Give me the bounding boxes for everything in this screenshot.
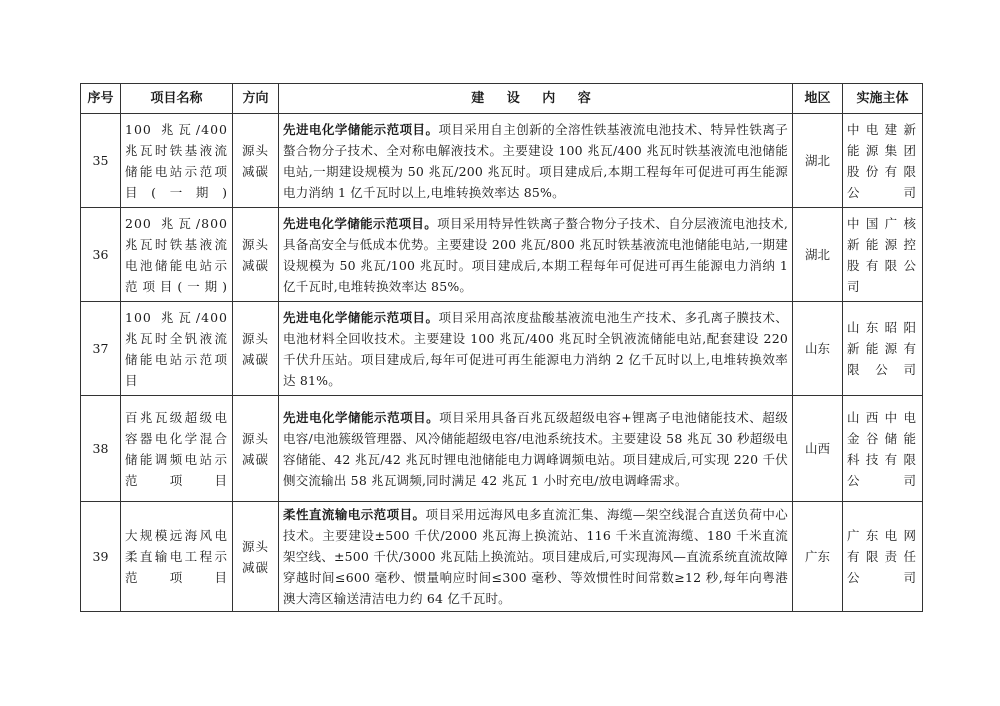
content-cell	[279, 114, 793, 208]
direction-line1: 源头	[241, 538, 269, 554]
region-cell: 湖北	[793, 208, 843, 302]
region-cell: 山东	[793, 302, 843, 396]
content-cell	[279, 502, 793, 612]
project-table	[80, 83, 923, 612]
region-cell: 广东	[793, 502, 843, 612]
org-cell: 广东电网有限责任公司	[843, 502, 923, 612]
table-row	[81, 396, 923, 502]
direction-line2: 减碳	[241, 451, 269, 467]
direction-cell	[233, 396, 279, 502]
content-title: 先进电化学储能示范项目。	[283, 409, 440, 425]
content-body: 项目采用远海风电多直流汇集、海缆—架空线混合直送负荷中心技术。主要建设±500 千伏/2000 兆瓦海上换流站、116 千米直流海缆、180 千米直流架空线、±500 千伏/3000 兆瓦陆上换流站。项目建成后,可实现海风—直流系统直流故障穿越时间≤600 毫秒、惯量响应时间≤300 毫秒、等效惯性时间常数≥12 秒,每年向粤港澳大湾区输送清洁电力约 64 亿千瓦时。	[283, 507, 789, 606]
direction-line1: 源头	[241, 142, 269, 158]
project-name: 200 兆瓦/800 兆瓦时铁基液流电池储能电站示范项目(一期)	[121, 208, 233, 302]
row-number: 38	[81, 396, 121, 502]
header-org: 实施主体	[843, 84, 923, 114]
direction-line1: 源头	[241, 430, 269, 446]
table-header-row	[81, 84, 923, 114]
row-number: 36	[81, 208, 121, 302]
org-cell: 中国广核新能源控股有限公司	[843, 208, 923, 302]
content-body: 项目采用高浓度盐酸基液流电池生产技术、多孔离子膜技术、电池材料全回收技术。主要建设 100 兆瓦/400 兆瓦时全钒液流储能电站,配套建设 220 千伏升压站。项目建成后,每年可促进可再生能源电力消纳 2 亿千瓦时以上,电堆转换效率达 81%。	[283, 309, 788, 388]
header-no: 序号	[81, 84, 121, 114]
direction-cell	[233, 302, 279, 396]
table-row	[81, 208, 923, 302]
row-number: 39	[81, 502, 121, 612]
header-content: 建 设 内 容	[279, 84, 793, 114]
content-title: 先进电化学储能示范项目。	[283, 309, 439, 325]
project-name: 大规模远海风电柔直输电工程示范项目	[121, 502, 233, 612]
project-name: 百兆瓦级超级电容器电化学混合储能调频电站示范项目	[121, 396, 233, 502]
content-cell	[279, 396, 793, 502]
direction-line2: 减碳	[241, 559, 269, 575]
row-number: 35	[81, 114, 121, 208]
direction-line1: 源头	[241, 330, 269, 346]
content-title: 柔性直流输电示范项目。	[283, 507, 426, 522]
direction-line2: 减碳	[241, 163, 269, 179]
direction-line2: 减碳	[241, 257, 269, 273]
project-name: 100 兆瓦/400 兆瓦时铁基液流储能电站示范项目(一期)	[121, 114, 233, 208]
direction-line2: 减碳	[241, 351, 269, 367]
content-title: 先进电化学储能示范项目。	[283, 121, 439, 137]
table-row	[81, 302, 923, 396]
table-row	[81, 502, 923, 612]
header-name: 项目名称	[121, 84, 233, 114]
table-row	[81, 114, 923, 208]
project-name: 100 兆瓦/400 兆瓦时全钒液流储能电站示范项目	[121, 302, 233, 396]
region-cell: 湖北	[793, 114, 843, 208]
content-body: 项目采用具备百兆瓦级超级电容+锂离子电池储能技术、超级电容/电池簇级管理器、风冷储能超级电容/电池系统技术。主要建设 58 兆瓦 30 秒超级电容储能、42 兆瓦/42 兆瓦时锂电池储能电力调峰调频电站。项目建成后,可实现 220 千伏侧交流输出 58 兆瓦调频,同时满足 42 兆瓦 1 小时充电/放电调峰需求。	[283, 409, 789, 488]
content-body: 项目采用自主创新的全溶性铁基液流电池技术、特异性铁离子螯合物分子技术、全对称电解液技术。主要建设 100 兆瓦/400 兆瓦时铁基液流电池储能电站,一期建设规模为 50 兆瓦/200 兆瓦时。项目建成后,本期工程每年可促进可再生能源电力消纳 1 亿千瓦时以上,电堆转换效率达 85%。	[283, 121, 788, 200]
direction-cell	[233, 502, 279, 612]
org-cell: 中电建新能源集团股份有限公司	[843, 114, 923, 208]
content-cell	[279, 302, 793, 396]
region-cell: 山西	[793, 396, 843, 502]
direction-line1: 源头	[241, 236, 269, 252]
org-cell: 山西中电金谷储能科技有限公司	[843, 396, 923, 502]
content-body: 项目采用特异性铁离子螯合物分子技术、自分层液流电池技术,具备高安全与低成本优势。主要建设 200 兆瓦/800 兆瓦时铁基液流电池储能电站,一期建设规模为 50 兆瓦/100 兆瓦时。项目建成后,本期工程每年可促进可再生能源电力消纳 1 亿千瓦时,电堆转换效率达 85%。	[283, 215, 789, 294]
row-number: 37	[81, 302, 121, 396]
content-title: 先进电化学储能示范项目。	[283, 215, 438, 231]
header-region: 地区	[793, 84, 843, 114]
direction-cell	[233, 208, 279, 302]
org-cell: 山东昭阳新能源有限公司	[843, 302, 923, 396]
direction-cell	[233, 114, 279, 208]
content-cell	[279, 208, 793, 302]
header-direction: 方向	[233, 84, 279, 114]
